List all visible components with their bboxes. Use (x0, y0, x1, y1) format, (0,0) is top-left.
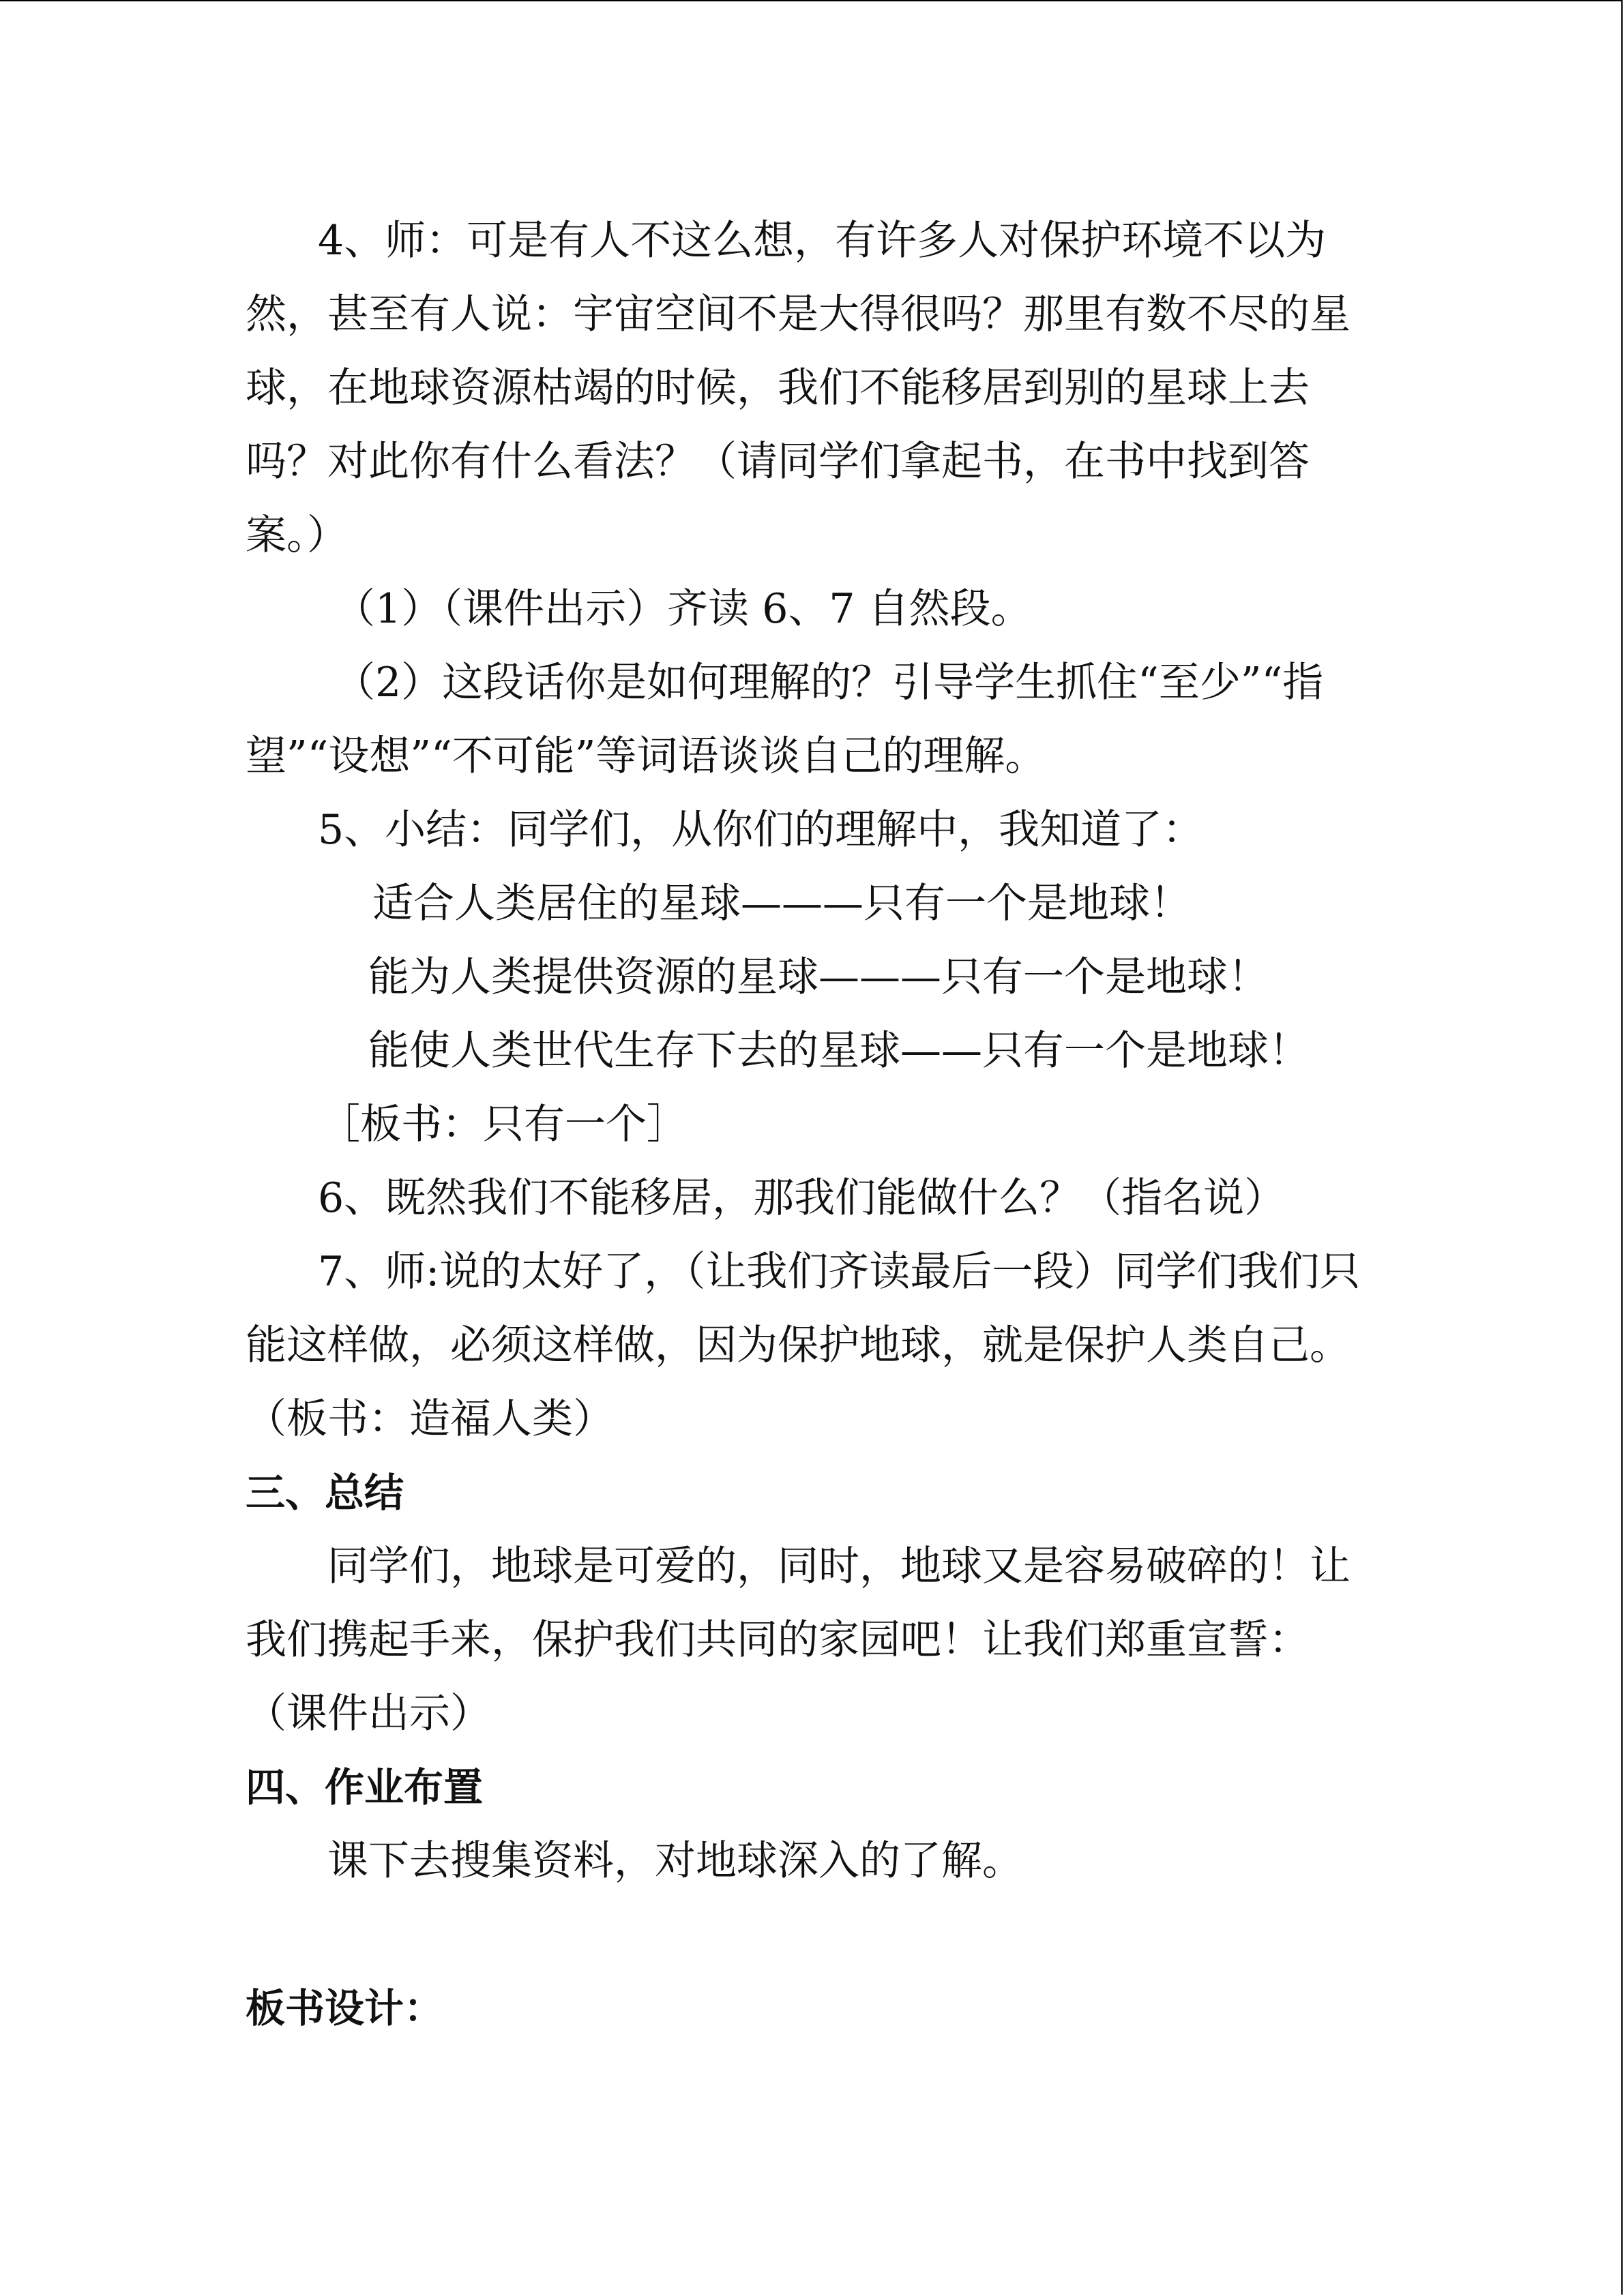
paragraph-7-line-2: 能这样做，必须这样做，因为保护地球，就是保护人类自己。 (246, 1322, 1350, 1369)
paragraph-4-line-5: 案。） (246, 511, 348, 559)
summary-paragraph-line-3: （课件出示） (246, 1690, 491, 1738)
summary-paragraph-line-1: 同学们，地球是可爱的，同时，地球又是容易破碎的！让 (327, 1542, 1350, 1590)
board-note-2: （板书：造福人类） (246, 1395, 614, 1443)
item-2-line-1: （2）这段话你是如何理解的？引导学生抓住“至少”“指 (334, 659, 1324, 706)
paragraph-4-line-1: 4、师：可是有人不这么想，有许多人对保护环境不以为 (318, 217, 1327, 265)
paragraph-4-line-3: 球，在地球资源枯竭的时候，我们不能移居到别的星球上去 (246, 364, 1310, 412)
section-heading-summary: 三、总结 (246, 1470, 404, 1516)
paragraph-6: 6、既然我们不能移居，那我们能做什么？（指名说） (318, 1174, 1286, 1222)
board-design-heading: 板书设计： (246, 1985, 444, 2031)
summary-line-3: 能使人类世代生存下去的星球——只有一个是地球！ (368, 1027, 1310, 1075)
summary-line-2: 能为人类提供资源的星球———只有一个是地球！ (368, 953, 1269, 1001)
section-heading-homework: 四、作业布置 (246, 1764, 484, 1810)
summary-line-1: 适合人类居住的星球———只有一个是地球！ (372, 880, 1191, 927)
summary-paragraph-line-2: 我们携起手来，保护我们共同的家园吧！让我们郑重宣誓： (246, 1616, 1310, 1664)
paragraph-7-line-1: 7、师:说的太好了，（让我们齐读最后一段）同学们我们只 (318, 1248, 1361, 1296)
paragraph-4-line-4: 吗？对此你有什么看法？（请同学们拿起书，在书中找到答 (246, 438, 1310, 486)
homework-text: 课下去搜集资料，对地球深入的了解。 (327, 1837, 1023, 1885)
paragraph-4-line-2: 然，甚至有人说：宇宙空间不是大得很吗？那里有数不尽的星 (246, 290, 1350, 338)
summary-5: 5、小结：同学们，从你们的理解中，我知道了： (318, 806, 1204, 854)
item-2-line-2: 望”“设想”“不可能”等词语谈谈自己的理解。 (246, 732, 1046, 780)
item-1: （1）（课件出示）齐读 6、7 自然段。 (334, 585, 1032, 633)
board-note-1: ［板书：只有一个］ (319, 1101, 688, 1148)
